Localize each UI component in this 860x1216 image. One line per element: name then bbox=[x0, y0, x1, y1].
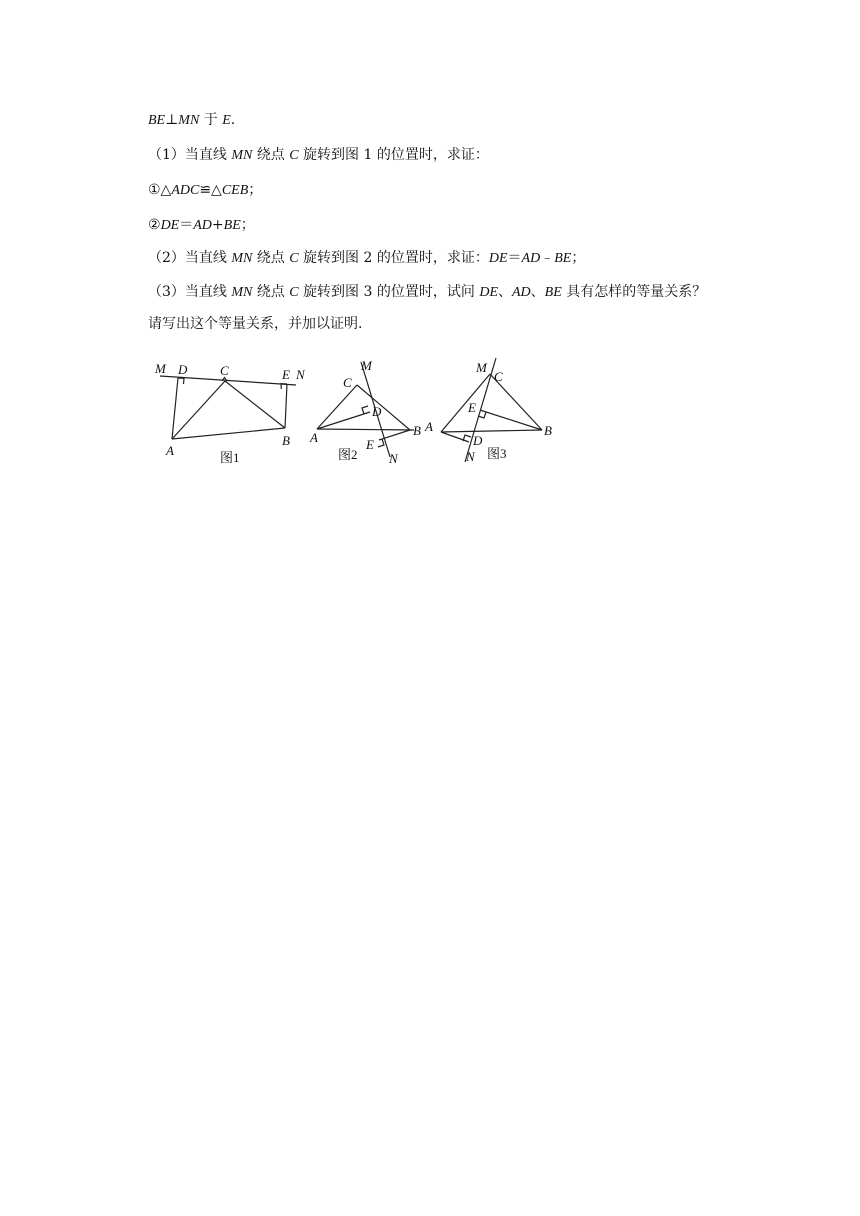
fig2-label-d: D bbox=[372, 404, 382, 419]
fig1-segment-eb bbox=[285, 384, 287, 428]
fig3-label-a: A bbox=[425, 419, 433, 434]
math-var: BE bbox=[544, 285, 562, 300]
fig1-segment-da bbox=[172, 378, 178, 439]
math-var: MN bbox=[178, 113, 200, 128]
problem-line-0 bbox=[148, 110, 235, 131]
fig3-label-n: N bbox=[466, 449, 475, 464]
math-var: AD bbox=[521, 251, 541, 266]
fig2-segment-ab bbox=[317, 429, 414, 430]
math-var: CEB bbox=[221, 183, 249, 198]
geometry-figures bbox=[150, 352, 570, 472]
text-span: ≌△ bbox=[199, 182, 222, 198]
fig2-label-e: E bbox=[366, 437, 374, 452]
text-span: 请写出这个等量关系，并加以证明. bbox=[148, 316, 363, 332]
problem-line-6 bbox=[148, 314, 362, 334]
math-var: BE bbox=[223, 218, 241, 233]
math-var: C bbox=[289, 148, 299, 163]
text-span: 旋转到图 1 的位置时，求证： bbox=[298, 147, 489, 163]
text-span: 绕点 bbox=[252, 250, 290, 266]
text-span: 旋转到图 2 的位置时，求证： bbox=[298, 250, 489, 266]
text-span: . bbox=[230, 112, 236, 128]
text-span: 于 bbox=[199, 112, 223, 128]
fig3-label-e: E bbox=[468, 400, 476, 415]
fig2-label-c: C bbox=[343, 375, 352, 390]
text-span: 、 bbox=[498, 284, 512, 300]
text-span: ＝ bbox=[507, 250, 522, 266]
problem-line-5 bbox=[148, 282, 706, 303]
fig1-label-d: D bbox=[178, 362, 188, 377]
fig2-caption: 图2 bbox=[338, 447, 358, 462]
fig2-right-angle-e bbox=[378, 439, 384, 447]
fig1-label-a: A bbox=[166, 443, 174, 458]
text-span: ； bbox=[240, 217, 255, 233]
math-var: MN bbox=[231, 148, 253, 163]
math-var: BE bbox=[148, 113, 166, 128]
math-var: AD bbox=[193, 218, 212, 233]
fig3-label-b: B bbox=[544, 423, 552, 438]
text-span: （2）当直线 bbox=[148, 250, 232, 266]
fig3-label-m: M bbox=[476, 360, 487, 375]
fig1-caption: 图1 bbox=[220, 450, 240, 465]
text-span: 具有怎样的等量关系？ bbox=[561, 284, 707, 300]
problem-line-2 bbox=[148, 180, 262, 201]
fig1-label-c: C bbox=[220, 363, 229, 378]
text-span: ＝ bbox=[179, 217, 194, 233]
text-span: 绕点 bbox=[252, 147, 290, 163]
problem-line-4 bbox=[148, 248, 585, 269]
fig3-segment-ab bbox=[441, 430, 542, 432]
fig2-label-n: N bbox=[389, 451, 398, 466]
text-span: ； bbox=[571, 250, 586, 266]
math-var: DE bbox=[479, 285, 498, 300]
text-span: ﹣ bbox=[540, 250, 555, 266]
text-span: ⊥ bbox=[165, 112, 179, 128]
problem-line-1 bbox=[148, 145, 489, 166]
text-span: ； bbox=[248, 182, 263, 198]
fig1-label-b: B bbox=[282, 433, 290, 448]
fig3-caption: 图3 bbox=[487, 446, 507, 461]
text-span: 、 bbox=[530, 284, 545, 300]
fig2-label-m: M bbox=[361, 358, 372, 373]
math-var: DE bbox=[488, 251, 508, 266]
text-span: 绕点 bbox=[252, 284, 290, 300]
fig1-right-angle-d bbox=[178, 378, 184, 384]
text-span: 旋转到图 3 的位置时，试问 bbox=[298, 284, 480, 300]
math-var: MN bbox=[231, 251, 253, 266]
math-var: ADC bbox=[171, 183, 200, 198]
text-span: （1）当直线 bbox=[148, 147, 232, 163]
fig1-segment-cb bbox=[225, 381, 285, 428]
math-var: C bbox=[289, 285, 299, 300]
fig3-label-c: C bbox=[494, 369, 503, 384]
fig1-label-m: M bbox=[155, 361, 166, 376]
fig1-label-e: E bbox=[282, 367, 290, 382]
problem-line-3 bbox=[148, 215, 255, 236]
math-var: BE bbox=[554, 251, 572, 266]
text-span: ①△ bbox=[148, 182, 172, 198]
text-span: + bbox=[211, 217, 224, 233]
fig3-label-d: D bbox=[473, 433, 483, 448]
figures-row bbox=[150, 352, 570, 472]
fig2-label-a: A bbox=[310, 430, 318, 445]
math-var: E bbox=[222, 113, 231, 128]
math-var: DE bbox=[160, 218, 180, 233]
text-span: （3）当直线 bbox=[148, 284, 232, 300]
fig1-segment-ca bbox=[172, 381, 225, 439]
math-var: MN bbox=[231, 285, 253, 300]
fig2-label-b: B bbox=[413, 423, 421, 438]
fig1-segment-ab bbox=[172, 428, 285, 439]
math-var: AD bbox=[512, 285, 531, 300]
fig1-label-n: N bbox=[296, 367, 305, 382]
text-span: ② bbox=[148, 217, 161, 233]
math-var: C bbox=[289, 251, 299, 266]
